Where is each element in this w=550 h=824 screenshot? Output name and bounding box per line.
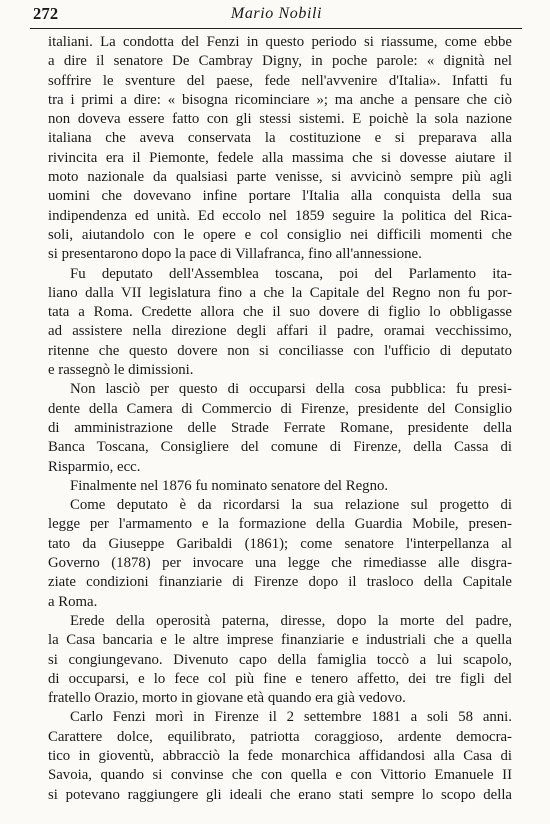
text-line: tico in gioventù, abbracciò la fede monarchica affidandosi alla Casa di <box>48 747 512 764</box>
page-header <box>33 4 520 26</box>
text-line: Savoia, quando si convinse che con quella e con Vittorio Emanuele II <box>48 767 512 784</box>
text-line: liano dalla VII legislatura fino a che la Capitale del Regno non fu por- <box>48 284 512 301</box>
text-line: moto nazionale da qualsiasi parte venisse, si avvicinò sempre più agli <box>48 169 512 186</box>
text-line: la Casa bancaria e le altre imprese finanziarie e industriali che a quella <box>48 632 512 649</box>
text-line: si presentarono dopo la pace di Villafranca, fino all'annessione. <box>48 246 422 263</box>
paragraph <box>48 496 512 612</box>
text-line: si congiungevano. Divenuto capo della famiglia toccò a lui scapolo, <box>48 651 512 668</box>
text-line: Fu deputato dell'Assemblea toscana, poi del Parlamento ita- <box>70 265 512 282</box>
text-line: ziate condizioni finanziarie di Firenze dopo il trasloco della Capitale <box>48 574 512 591</box>
text-line: Risparmio, ecc. <box>48 458 141 475</box>
text-line: Carattere dolce, equilibrato, patriotta coraggioso, ardente democra- <box>48 728 512 745</box>
text-line: e rassegnò le dimissioni. <box>48 362 194 379</box>
text-line: di occuparsi, e lo fece col più fine e tenero affetto, dei tre figli del <box>48 670 512 687</box>
text-line: tra i primi a dire: « bisogna ricominciare »; ma anche a pensare che ciò <box>48 91 512 108</box>
text-line: fratello Orazio, morto in giovane età quando era già vedovo. <box>48 690 406 707</box>
paragraph <box>48 33 512 265</box>
body-text <box>48 33 512 805</box>
text-line: tata a Roma. Credette allora che il suo dovere di figlio lo obbligasse <box>48 304 512 321</box>
paragraph <box>48 708 512 804</box>
paragraph <box>48 612 512 708</box>
text-line: uomini che dovevano infine portare l'Italia alla conquista della sua <box>48 188 512 205</box>
paragraph <box>48 380 512 476</box>
text-line: italiani. La condotta del Fenzi in questo periodo si riassume, come ebbe <box>48 34 512 50</box>
text-line: Carlo Fenzi morì in Firenze il 2 settembre 1881 a soli 58 anni. <box>70 709 512 726</box>
text-line: Non lasciò per questo di occuparsi della cosa pubblica: fu presi- <box>70 381 512 398</box>
text-line: ritenne che questo dovere non si conciliasse con l'ufficio di deputato <box>48 342 512 359</box>
text-line: soli, aiutandolo con le opere e col consiglio nei difficili momenti che <box>48 226 512 243</box>
text-line: Banca Toscana, Consigliere del comune di Firenze, della Cassa di <box>48 439 512 456</box>
text-line: italiana che aveva conservata la costituzione e si preparava alla <box>48 130 512 147</box>
text-line: Come deputato è da ricordarsi la sua relazione sul progetto di <box>70 497 512 514</box>
text-line: a Roma. <box>48 593 98 610</box>
paragraph <box>48 477 512 496</box>
header-rule <box>30 28 522 29</box>
text-line: a dire il senatore De Cambray Digny, in poche parole: « dignità nel <box>48 53 512 70</box>
text-line: ad assistere nella direzione degli affari il padre, oramai vecchissimo, <box>48 323 512 340</box>
paragraph <box>48 265 512 381</box>
running-head: Mario Nobili <box>230 5 323 22</box>
text-line: soffrire le sventure del paese, fede nell'avvenire d'Italia». Infatti fu <box>48 72 512 89</box>
text-line: rivincita era il Piemonte, fedele alla massima che si dovesse aiutare il <box>48 149 512 166</box>
text-line: non doveva essere fatto con gli stessi sistemi. E poichè la sola nazione <box>48 111 512 128</box>
text-line: Finalmente nel 1876 fu nominato senatore del Regno. <box>70 477 389 494</box>
text-line: Governo (1878) per invocare una legge che rimediasse alle disgra- <box>48 555 512 572</box>
text-line: legge per l'armamento e la formazione della Guardia Mobile, presen- <box>48 516 512 533</box>
text-line: tato da Giuseppe Garibaldi (1861); come senatore l'interpellanza al <box>48 535 512 552</box>
text-line: Erede della operosità paterna, diresse, dopo la morte del padre, <box>70 612 512 629</box>
text-line: indipendenza ed unità. Ed eccolo nel 1859 seguire la politica del Rica- <box>48 207 512 224</box>
text-line: si potevano raggiungere gli ideali che erano stati sempre lo scopo della <box>48 786 512 803</box>
text-line: di amministrazione delle Strade Ferrate Romane, presidente della <box>48 419 512 436</box>
text-line: dente della Camera di Commercio di Firenze, presidente del Consiglio <box>48 400 512 417</box>
page-number: 272 <box>33 4 59 23</box>
